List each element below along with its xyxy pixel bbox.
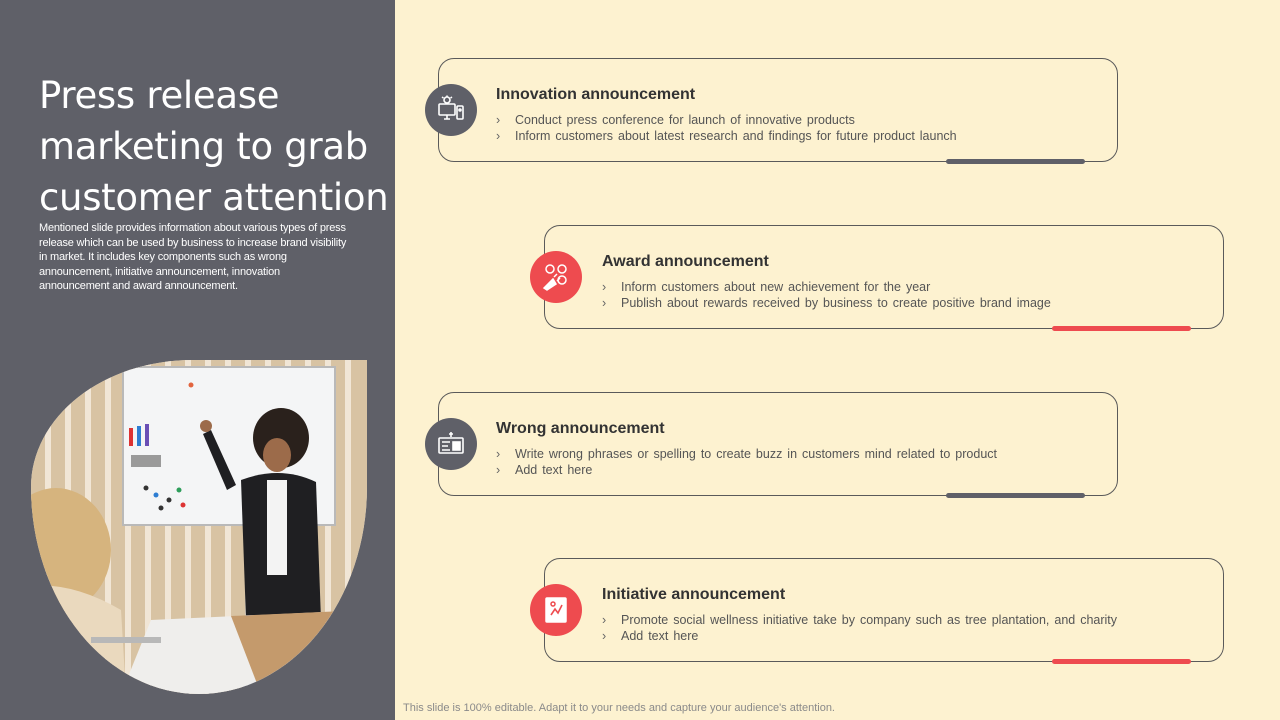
list-item: › Promote social wellness initiative take by company such as tree plantation, and charity <box>602 613 1118 627</box>
list-item: › Inform customers about new achievement for the year <box>602 280 931 294</box>
list-item: › Add text here <box>602 629 699 643</box>
accent-bar <box>946 159 1085 164</box>
card-heading: Award announcement <box>602 253 769 270</box>
presenter-photo <box>31 360 367 694</box>
slide-description: Mentioned slide provides information about various types of press release which can be used by business to increase brand visibility in market. It includes key components such as wrong announcement, initiative announcement, innovation announcement and award announcement. <box>39 222 347 292</box>
card-heading: Innovation announcement <box>496 86 696 103</box>
initiative-announcement-card <box>544 558 1224 662</box>
innovation-computer-icon <box>425 84 477 136</box>
wrong-message-icon <box>425 418 477 470</box>
card-bullets <box>496 446 997 478</box>
innovation-announcement-card <box>438 58 1118 162</box>
list-item: › Write wrong phrases or spelling to create buzz in customers mind related to product <box>496 447 997 461</box>
accent-bar <box>1052 326 1191 331</box>
accent-bar <box>1052 659 1191 664</box>
accent-bar <box>946 493 1085 498</box>
card-heading: Initiative announcement <box>602 586 786 603</box>
list-item: › Conduct press conference for launch of innovative products <box>496 113 855 127</box>
award-megaphone-icon <box>530 251 582 303</box>
card-bullets <box>496 112 957 144</box>
card-bullets <box>602 612 1117 644</box>
list-item: › Inform customers about latest research and findings for future product launch <box>496 129 957 143</box>
wrong-announcement-card <box>438 392 1118 496</box>
initiative-document-icon <box>530 584 582 636</box>
left-panel <box>0 0 395 720</box>
list-item: › Add text here <box>496 463 593 477</box>
footer-note: This slide is 100% editable. Adapt it to your needs and capture your audience's attention. <box>403 702 835 714</box>
award-announcement-card <box>544 225 1224 329</box>
list-item: › Publish about rewards received by business to create positive brand image <box>602 296 1051 310</box>
card-bullets <box>602 279 1051 311</box>
card-heading: Wrong announcement <box>496 420 665 437</box>
slide-title: Press release marketing to grab customer attention <box>39 74 389 219</box>
